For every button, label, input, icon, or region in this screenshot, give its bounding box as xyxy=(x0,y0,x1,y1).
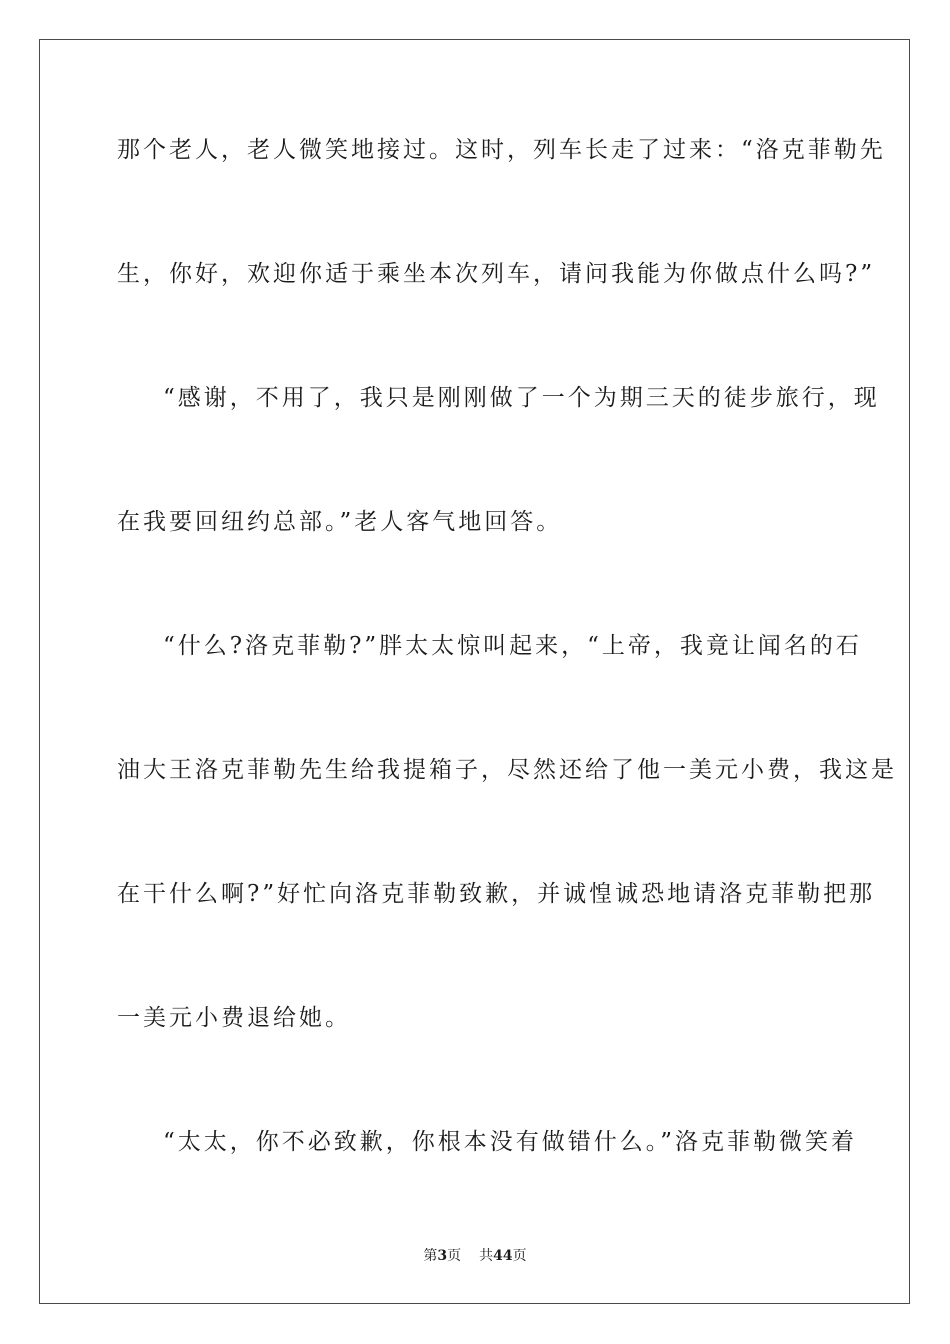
text-line-7: 在干什么啊?”好忙向洛克菲勒致歉，并诚惶诚恐地请洛克菲勒把那 xyxy=(117,881,876,907)
total-pages: 44 xyxy=(493,1248,513,1264)
text-line-3: “感谢，不用了，我只是刚刚做了一个为期三天的徒步旅行，现 xyxy=(163,385,880,411)
text-line-1: 那个老人，老人微笑地接过。这时，列车长走了过来：“洛克菲勒先 xyxy=(117,137,886,163)
page-number: 3 xyxy=(437,1248,448,1264)
total-suffix: 页 xyxy=(512,1248,527,1264)
text-line-5: “什么?洛克菲勒?”胖太太惊叫起来，“上帝，我竟让闻名的石 xyxy=(163,633,862,659)
page-border xyxy=(39,39,910,1304)
page-footer xyxy=(0,1247,950,1265)
total-prefix: 共 xyxy=(479,1248,494,1264)
text-line-2: 生，你好，欢迎你适于乘坐本次列车，请问我能为你做点什么吗?” xyxy=(117,261,876,287)
text-line-4: 在我要回纽约总部。”老人客气地回答。 xyxy=(117,509,563,535)
text-line-9: “太太，你不必致歉，你根本没有做错什么。”洛克菲勒微笑着 xyxy=(163,1129,858,1155)
text-line-6: 油大王洛克菲勒先生给我提箱子，尽然还给了他一美元小费，我这是 xyxy=(117,757,897,783)
page-suffix: 页 xyxy=(447,1248,462,1264)
page-prefix: 第 xyxy=(423,1248,438,1264)
text-line-8: 一美元小费退给她。 xyxy=(117,1005,351,1031)
